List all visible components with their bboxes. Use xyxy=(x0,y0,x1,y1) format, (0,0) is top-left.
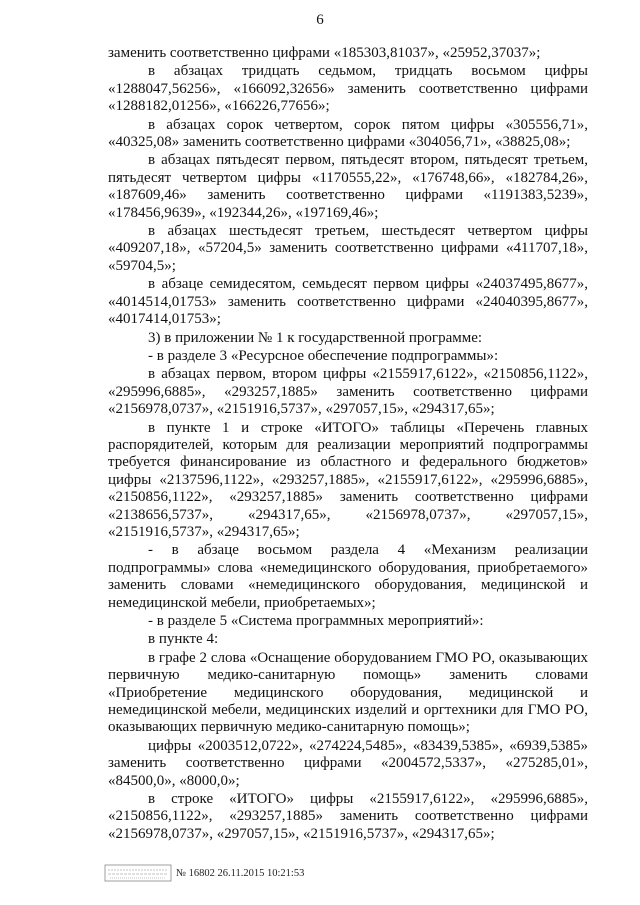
page-number: 6 xyxy=(316,12,324,28)
paragraph-12: - в разделе 5 «Система программных мероприятий»: xyxy=(148,613,484,629)
document-body xyxy=(108,45,588,843)
paragraph-5: в абзацах шестьдесят третьем, шестьдесят четвертом цифры «409207,18», «57204,5» заменить соответственно цифрами «411707,18», «59704,5»; xyxy=(108,223,588,274)
registry-stamp-icon xyxy=(104,864,172,882)
paragraph-13: в пункте 4: xyxy=(148,631,219,648)
paragraph-2: в абзацах тридцать седьмом, тридцать восьмом цифры «1288047,56256», «166092,32656» заменить соответственно цифрами «1288182,01256», «166226,77656»; xyxy=(108,63,588,115)
paragraph-11: - в абзаце восьмом раздела 4 «Механизм реализации подпрограммы» слова «немедицинского оборудования, приобретаемого» заменить словами «немедицинского оборудования, медицинской и немедицинской мебели, приобретаемых»; xyxy=(108,542,588,611)
paragraph-10: в пункте 1 и строке «ИТОГО» таблицы «Перечень главных распорядителей, которым для реализации мероприятий подпрограммы требуется финансирование из областного и федерального бюджетов» цифры «2137596,1122», «293257,1885», «2155917,6122», «295996,6885», «2150856,1122», «293257,1885» заменить соответственно цифрами «2138656,5737», «294317,65», «2156978,0737», «297057,15», «2151916,5737», «294317,65»; xyxy=(108,419,588,540)
paragraph-14: в графе 2 слова «Оснащение оборудованием ГМО РО, оказывающих первичную медико-санитарную помощь» заменить словами «Приобретение медицинского оборудования, медицинской и немедицинской мебели, медицинских изделий и оргтехники для ГМО РО, оказывающих первичную медико-санитарную помощь»; xyxy=(108,649,588,736)
paragraph-9: в абзацах первом, втором цифры «2155917,6122», «2150856,1122», «295996,6885», «293257,1885» заменить соответственно цифрами «2156978,0737», «2151916,5737», «297057,15», «294317,65»; xyxy=(108,366,588,418)
paragraph-6: в абзаце семидесятом, семьдесят первом цифры «24037495,8677», «4014514,01753» заменить соответственно цифрами «24040395,8677», «4017414,01753»; xyxy=(108,276,588,328)
document-footer xyxy=(104,862,344,884)
paragraph-16: в строке «ИТОГО» цифры «2155917,6122», «295996,6885», «2150856,1122», «293257,1885» заменить соответственно цифрами «2156978,0737», «297057,15», «2151916,5737», «294317,65»; xyxy=(108,791,588,842)
paragraph-8: - в разделе 3 «Ресурсное обеспечение подпрограммы»: xyxy=(148,347,499,364)
paragraph-4: в абзацах пятьдесят первом, пятьдесят втором, пятьдесят третьем, пятьдесят четвертом цифры «1170555,22», «176748,66», «182784,26», «187609,46» заменить соответственно цифрами «1191383,5239», «178456,9639», «192344,26», «197169,46»; xyxy=(108,152,588,221)
paragraph-7: 3) в приложении № 1 к государственной программе: xyxy=(148,329,483,346)
registration-stamp-text: № 16802 26.11.2015 10:21:53 xyxy=(176,868,305,879)
paragraph-1: заменить соответственно цифрами «185303,81037», «25952,37037»; xyxy=(108,45,541,61)
paragraph-15: цифры «2003512,0722», «274224,5485», «83439,5385», «6939,5385» заменить соответственно цифрами «2004572,5337», «275285,01», «84500,0», «8000,0»; xyxy=(108,737,588,789)
paragraph-3: в абзацах сорок четвертом, сорок пятом цифры «305556,71», «40325,08» заменить соответственно цифрами «304056,71», «38825,08»; xyxy=(108,116,588,151)
